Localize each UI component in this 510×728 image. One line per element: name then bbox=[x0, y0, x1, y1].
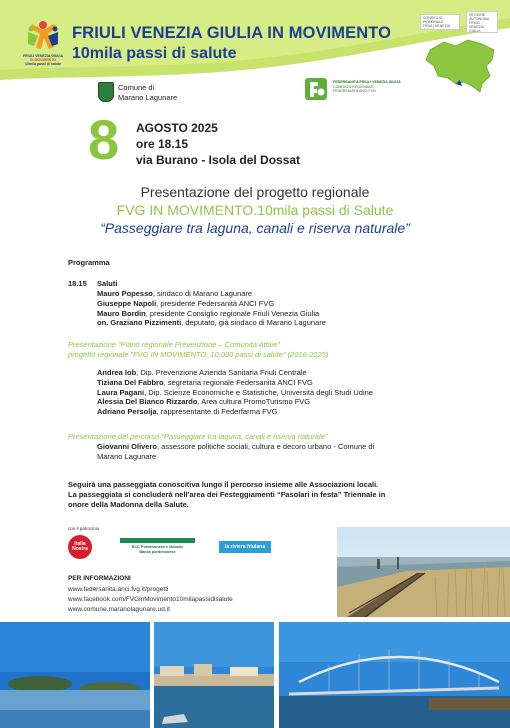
closing-text bbox=[68, 480, 438, 510]
person-name: on. Graziano Pizzimenti bbox=[97, 318, 182, 328]
sponsor-bcc-logo bbox=[120, 538, 195, 556]
list-item bbox=[97, 318, 326, 328]
person-role: , deputato, già sindaco di Marano Lagunare bbox=[181, 318, 326, 328]
federsanita-logo-icon bbox=[305, 78, 327, 100]
saluti-list bbox=[97, 289, 326, 328]
header-title: FRIULI VENEZIA GIULIA IN MOVIMENTO bbox=[72, 24, 392, 42]
closing-line: Seguirà una passeggiata conoscitiva lungo il percorso insieme alle Associazioni locali. bbox=[68, 480, 379, 489]
list-item bbox=[97, 378, 373, 388]
lagoon-photo-left bbox=[0, 622, 150, 728]
fvg-movimento-logo-caption bbox=[22, 54, 64, 66]
presentation-project: FVG IN MOVIMENTO.10mila passi di Salute bbox=[116, 202, 394, 218]
comune-line: Marano Lagunare bbox=[118, 93, 178, 102]
person-role: , segretaria regionale Federsanità ANCI FVG bbox=[163, 377, 313, 387]
person-role: , presidente Consiglio regionale Friuli Venezia Giulia bbox=[145, 308, 320, 318]
sponsor-text: BCC Pordenonese e Monsile bbox=[131, 545, 184, 549]
logo-caption-line: FRIULI VENEZIA GIULIA bbox=[22, 54, 64, 58]
comune-line: Comune di bbox=[118, 83, 155, 92]
list-item bbox=[97, 442, 374, 452]
logo-text: CONSIGLIO REGIONALE bbox=[423, 16, 444, 24]
person-name: Mauro Popesso bbox=[97, 289, 153, 298]
section3-list bbox=[97, 442, 374, 462]
cable-bridge-photo bbox=[279, 622, 510, 728]
person-role: , rappresentante di Federfarma FVG bbox=[156, 407, 278, 417]
info-heading: PER INFORMAZIONI bbox=[68, 575, 131, 582]
list-item bbox=[97, 407, 373, 417]
presentation-intro: Presentazione del progetto regionale bbox=[140, 184, 370, 200]
saluti-heading: Saluti bbox=[97, 279, 118, 288]
fed-text-line: FEDERSANITÀ ANCI FVG bbox=[333, 89, 376, 93]
logo-caption-line: IN MOVIMENTO bbox=[30, 58, 56, 62]
event-time: ore 18.15 bbox=[136, 137, 189, 151]
section2-list bbox=[97, 368, 373, 417]
logo-text: AUTONOMA bbox=[469, 17, 490, 21]
regione-fvg-logo bbox=[466, 11, 498, 33]
person-name: Tiziana Del Fabbro bbox=[97, 377, 164, 387]
list-item bbox=[97, 299, 326, 309]
person-role: , Area cultura PromoTurismo FVG bbox=[197, 397, 311, 407]
lagoon-boardwalk-photo bbox=[337, 527, 510, 617]
programma-heading: Programma bbox=[68, 258, 110, 267]
event-place: via Burano - Isola del Dossat bbox=[136, 153, 301, 167]
logo-text: FRIULI bbox=[469, 21, 481, 25]
section3-title: Presentazione del percorso “Passeggiare tra laguna, canali e riserva naturale” bbox=[68, 432, 328, 441]
person-name: Laura Pagani bbox=[97, 387, 145, 397]
list-item bbox=[97, 397, 373, 407]
event-month: AGOSTO 2025 bbox=[136, 121, 218, 135]
list-item bbox=[97, 368, 373, 378]
list-item: Marano Lagunare bbox=[97, 451, 157, 461]
list-item bbox=[97, 289, 326, 299]
sponsor-text: Italia bbox=[74, 540, 86, 547]
logo-text: VENEZIA bbox=[469, 25, 484, 29]
person-name: Giovanni Olivero bbox=[97, 442, 158, 451]
logo-text: GIULIA bbox=[469, 29, 481, 33]
person-name: Alessia Del Bianco Rizzardo bbox=[97, 397, 198, 407]
fed-text-line: FEDERSANITÀ FRIULI VENEZIA GIULIA bbox=[333, 80, 401, 84]
list-item bbox=[97, 309, 326, 319]
person-role: , sindaco di Marano Lagunare bbox=[152, 289, 253, 298]
person-name: Adriano Persolja bbox=[97, 407, 157, 417]
person-role: , Dip. Prevenzione Azienda Sanitaria Friuli Centrale bbox=[136, 368, 307, 377]
federsanita-mark-icon bbox=[305, 78, 327, 100]
fed-text-line: COMITATO REGIONALE bbox=[333, 84, 374, 89]
program-time: 18.15 bbox=[68, 279, 87, 288]
person-role: , presidente Federsanità ANCI FVG bbox=[156, 298, 275, 308]
patrocinio-label: con il patrocinio bbox=[68, 526, 100, 531]
sponsor-text: Nostra bbox=[72, 546, 88, 552]
consiglio-regionale-logo bbox=[420, 14, 460, 30]
sponsor-italia-nostra-logo bbox=[68, 535, 92, 559]
info-link-federsanita[interactable]: www.federsanita.anci.fvg.it/progetti bbox=[68, 586, 169, 593]
person-role: , assessore politiche sociali, cultura e decoro urbano - Comune di bbox=[157, 442, 375, 451]
person-name: Giuseppe Napoli bbox=[97, 298, 157, 308]
comune-crest-icon bbox=[98, 82, 114, 102]
comune-label bbox=[118, 83, 177, 103]
event-date-block bbox=[136, 120, 300, 168]
person-name: Mauro Bordin bbox=[97, 308, 146, 318]
section2-line: Presentazione “Piano regionale Prevenzione – Comunità Attive” bbox=[68, 340, 280, 349]
person-role: , Dip. Scienze Economiche e Statistiche, Università degli Studi Udine bbox=[144, 387, 373, 397]
closing-line: onore della Madonna della Salute. bbox=[68, 500, 189, 509]
sponsor-text: Banca pordenonese bbox=[139, 549, 176, 554]
logo-text: FRIULI VENEZIA GIULIA bbox=[423, 24, 450, 30]
event-day: 8 bbox=[88, 108, 120, 171]
running-figures-icon bbox=[22, 18, 64, 54]
closing-line: La passeggiata si concluderà nell'area dei Festeggiamenti “Fasolari in festa” Triennale in bbox=[68, 490, 386, 499]
person-name: Andrea Iob bbox=[97, 368, 137, 377]
canal-town-photo bbox=[154, 622, 274, 728]
list-item bbox=[97, 388, 373, 398]
region-map-icon bbox=[422, 36, 500, 94]
section2-title bbox=[68, 340, 328, 360]
sponsor-riviera-friulana-logo bbox=[219, 541, 271, 553]
logo-caption-line: 10mila passi di salute bbox=[25, 62, 61, 66]
section2-line: progetto regionale “FVG IN MOVIMENTO. 10.000 passi di salute” (2016-2025) bbox=[68, 349, 329, 359]
fvg-movimento-logo bbox=[22, 18, 64, 54]
sponsor-text: la riviera friulana bbox=[224, 544, 266, 550]
federsanita-label bbox=[333, 80, 428, 94]
info-link-comune[interactable]: www.comune.maranolagunare.ud.it bbox=[68, 606, 170, 613]
presentation-route: “Passeggiare tra laguna, canali e riserva naturale” bbox=[100, 220, 410, 236]
header-subtitle: 10mila passi di salute bbox=[72, 45, 237, 62]
info-link-facebook[interactable]: www.facebook.com/FVGinMovimento10milapassidisalute bbox=[68, 596, 233, 603]
logo-text: REGIONE bbox=[469, 13, 486, 17]
